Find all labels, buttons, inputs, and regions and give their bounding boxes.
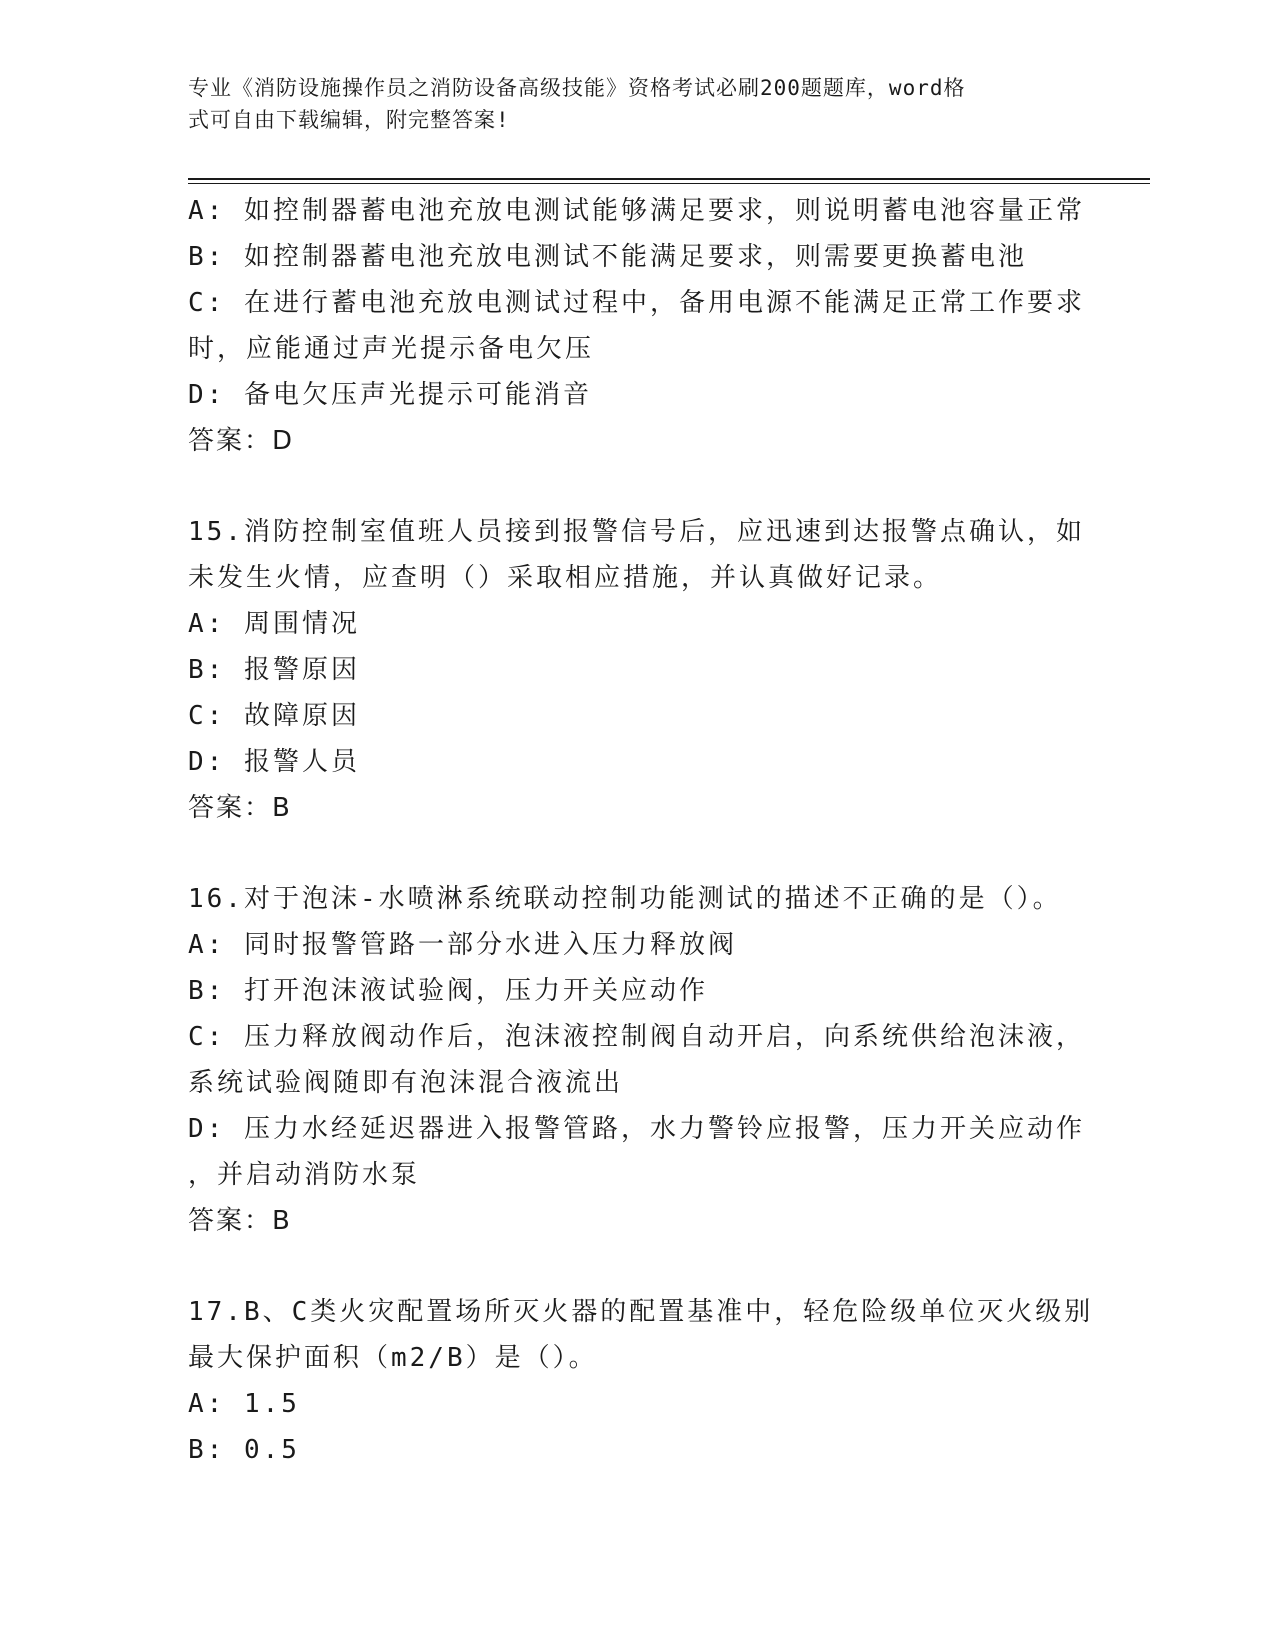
q15-answer: 答案：B <box>188 793 292 823</box>
q15-stem-line-2: 未发生火情，应查明（）采取相应措施，并认真做好记录。 <box>188 563 943 593</box>
q14-option-c-line-2: 时，应能通过声光提示备电欠压 <box>188 334 595 364</box>
header-line-2: 式可自由下载编辑，附完整答案! <box>188 108 510 132</box>
q15-option-b: B: 报警原因 <box>188 655 360 685</box>
question-spacer <box>188 831 1088 876</box>
q14-option-c-line-1: C: 在进行蓄电池充放电测试过程中，备用电源不能满足正常工作要求 <box>188 288 1085 318</box>
document-header <box>188 72 1068 136</box>
question-spacer <box>188 1244 1088 1289</box>
document-body <box>188 188 1094 1473</box>
q17-option-b: B: 0.5 <box>188 1435 300 1465</box>
header-divider-thick <box>188 178 1150 180</box>
q14-option-b: B: 如控制器蓄电池充放电测试不能满足要求，则需要更换蓄电池 <box>188 242 1027 272</box>
q15-option-d: D: 报警人员 <box>188 747 360 777</box>
q14-option-d: D: 备电欠压声光提示可能消音 <box>188 380 592 410</box>
q17-stem-line-2: 最大保护面积（m2/B）是（）。 <box>188 1343 598 1373</box>
q16-option-a: A: 同时报警管路一部分水进入压力释放阀 <box>188 930 737 960</box>
q15-option-c: C: 故障原因 <box>188 701 360 731</box>
question-14 <box>188 188 1088 464</box>
q17-option-a: A: 1.5 <box>188 1389 300 1419</box>
question-16 <box>188 876 1088 1244</box>
header-divider-thin <box>188 183 1150 184</box>
header-line-1: 专业《消防设施操作员之消防设备高级技能》资格考试必刷200题题库，word格 <box>188 76 966 100</box>
q16-option-c-line-1: C: 压力释放阀动作后，泡沫液控制阀自动开启，向系统供给泡沫液， <box>188 1022 1085 1052</box>
q16-option-b: B: 打开泡沫液试验阀，压力开关应动作 <box>188 976 708 1006</box>
q16-option-d-line-1: D: 压力水经延迟器进入报警管路，水力警铃应报警，压力开关应动作 <box>188 1114 1085 1144</box>
q14-answer: 答案：D <box>188 426 295 456</box>
q14-option-a: A: 如控制器蓄电池充放电测试能够满足要求，则说明蓄电池容量正常 <box>188 196 1085 226</box>
q15-stem-line-1: 15.消防控制室值班人员接到报警信号后，应迅速到达报警点确认，如 <box>188 517 1085 547</box>
q17-stem-line-1: 17.B、C类火灾配置场所灭火器的配置基准中，轻危险级单位灭火级别 <box>188 1297 1094 1327</box>
q16-option-c-line-2: 系统试验阀随即有泡沫混合液流出 <box>188 1068 624 1098</box>
question-17 <box>188 1289 1094 1473</box>
q16-stem-line-1: 16.对于泡沫-水喷淋系统联动控制功能测试的描述不正确的是（）。 <box>188 884 1062 914</box>
q16-answer: 答案：B <box>188 1206 292 1236</box>
question-spacer <box>188 464 1088 509</box>
q16-option-d-line-2: ，并启动消防水泵 <box>188 1160 421 1190</box>
q15-option-a: A: 周围情况 <box>188 609 360 639</box>
question-15 <box>188 509 1088 831</box>
